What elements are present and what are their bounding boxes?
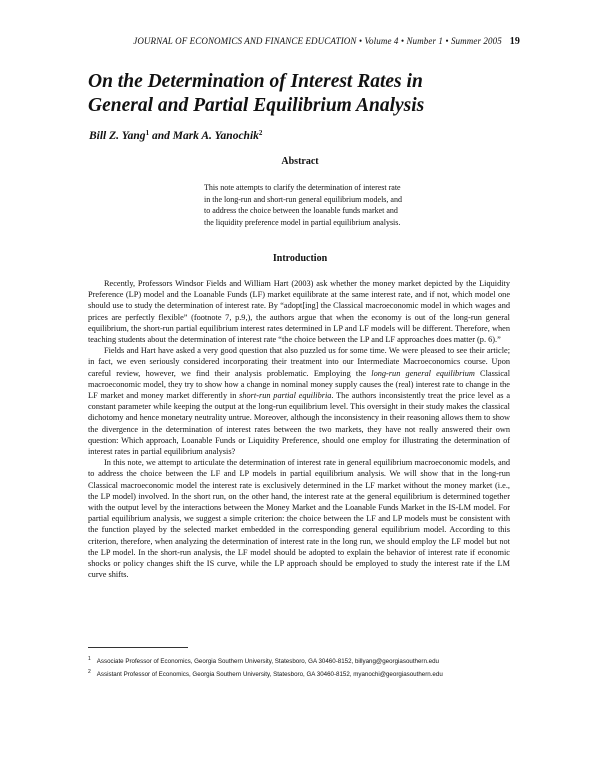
- abstract-line: to address the choice between the loanable funds market and: [204, 206, 398, 215]
- title-line-2: General and Partial Equilibrium Analysis: [88, 95, 425, 116]
- footnote-1: [88, 654, 528, 667]
- author-1-footnote-mark: 1: [145, 129, 150, 137]
- author-2: Mark A. Yanochik: [172, 130, 259, 142]
- paragraph-2: [88, 345, 510, 457]
- author-2-footnote-mark: 2: [258, 129, 263, 137]
- paper-title: [88, 70, 528, 118]
- abstract-body: [204, 182, 430, 228]
- abstract-line: This note attempts to clarify the determination of interest rate: [204, 183, 401, 192]
- paragraph-2-emphasis-2: short-run partial equilibria: [239, 391, 332, 401]
- footnote-divider: [88, 647, 188, 648]
- footnote-1-mark: 1: [88, 656, 91, 662]
- paragraph-3: In this note, we attempt to articulate the determination of interest rate in general equilibrium macroeconomic models, and to address the choice between the LF and LP models in partial equilibrium analysis. We will show that in the long-run Classical macroeconomic model the interest rate is exclusively determined in the LF market without the money market (i.e., the LP model) involved. In the short run, on the other hand, the interest rate at the general equilibrium is determined together with the output level by the interactions between the Money Market and the Loanable Funds Market in the IS-LM model. For partial equilibrium analysis, we suggest a simple criterion: the choice between the LF and LP models must be consistent with the function played by the selected market embedded in the corresponding general equilibrium model. According to this criterion, therefore, when analyzing the determination of interest rate in the long run, we should employ the LF model but not the LP model. In the short-run analysis, the LF model should be adopted to explain the behavior of interest rate if economic shocks or policy changes shift the IS curve, while the LP approach should be employed to study the interest rate if the LM curve shifts.: [88, 458, 510, 580]
- paragraph-2-text-b: Classical macroeconomic model, they try to show how a change in nominal money supply causes the (real) interest rate to change in the LF market and money market differently in: [88, 368, 511, 401]
- footnote-2: [88, 667, 528, 680]
- introduction-body: [88, 278, 510, 580]
- author-connector: and: [149, 130, 173, 142]
- paragraph-1: Recently, Professors Windsor Fields and William Hart (2003) ask whether the money market depicted by the Liquidity Preference (LP) model and the Loanable Funds (LF) market equilibrate at the same interest rate, and if not, which model one should use to study the determination of interest rate. By “adopt[ing] the Classical macroeconomic model in which wages and prices are perfectly flexible” (footnote 7, p.9,), the authors argue that when the economy is out of the long-run general equilibrium, the short-run partial equilibrium interest rates determined in LP and LF models will be different. Therefore, when teaching students about the determination of interest rate “the choice between the LP and LF approaches does matter (p. 6).”: [88, 279, 510, 345]
- footnote-2-text: Assistant Professor of Economics, Georgia Southern University, Statesboro, GA 30460-8152, myanochi@georgiasouthern.edu: [96, 671, 443, 678]
- page-number: 19: [509, 36, 520, 47]
- title-line-1: On the Determination of Interest Rates in: [88, 71, 423, 92]
- footnote-1-text: Associate Professor of Economics, Georgia Southern University, Statesboro, GA 30460-8152, billyang@georgiasouthern.edu: [96, 658, 439, 665]
- author-1: Bill Z. Yang: [89, 130, 146, 142]
- author-line: [89, 129, 262, 142]
- abstract-line: in the long-run and short-run general equilibrium models, and: [204, 194, 402, 204]
- abstract-heading: Abstract: [281, 156, 319, 167]
- journal-name: JOURNAL OF ECONOMICS AND FINANCE EDUCATION • Volume 4 • Number 1 • Summer 2005: [133, 36, 502, 46]
- running-head: [80, 36, 520, 47]
- abstract-line: the liquidity preference model in partial equilibrium analysis.: [204, 217, 401, 227]
- footnotes: [88, 654, 528, 680]
- footnote-2-mark: 2: [88, 669, 91, 675]
- introduction-heading: Introduction: [272, 253, 328, 264]
- paragraph-2-emphasis-1: long-run general equilibrium: [371, 368, 475, 378]
- paragraph-2-text-a: Fields and Hart have asked a very good question that also puzzled us for some time. We were pleased to see their article; in fact, we even seriously considered incorporating their treatment into our Intermediate Macroeconomics course. Upon careful review, however, we find their analysis problematic. Employing the: [88, 346, 510, 378]
- paragraph-2-text-c: . The authors inconsistently treat the price level as a constant parameter while keeping the output at the long-run equilibrium level. This oversight in their study makes the classical dichotomy and hence monetary neutrality untrue. Moreover, although the inconsistency in their reasoning allows them to show the divergence in the determination of interest rates between the two markets, they have not really answered their own question: Which approach, Loanable Funds or Liquidity Preference, should one employ for illustrating the determination of interest rates in partial equilibrium analysis?: [88, 391, 511, 457]
